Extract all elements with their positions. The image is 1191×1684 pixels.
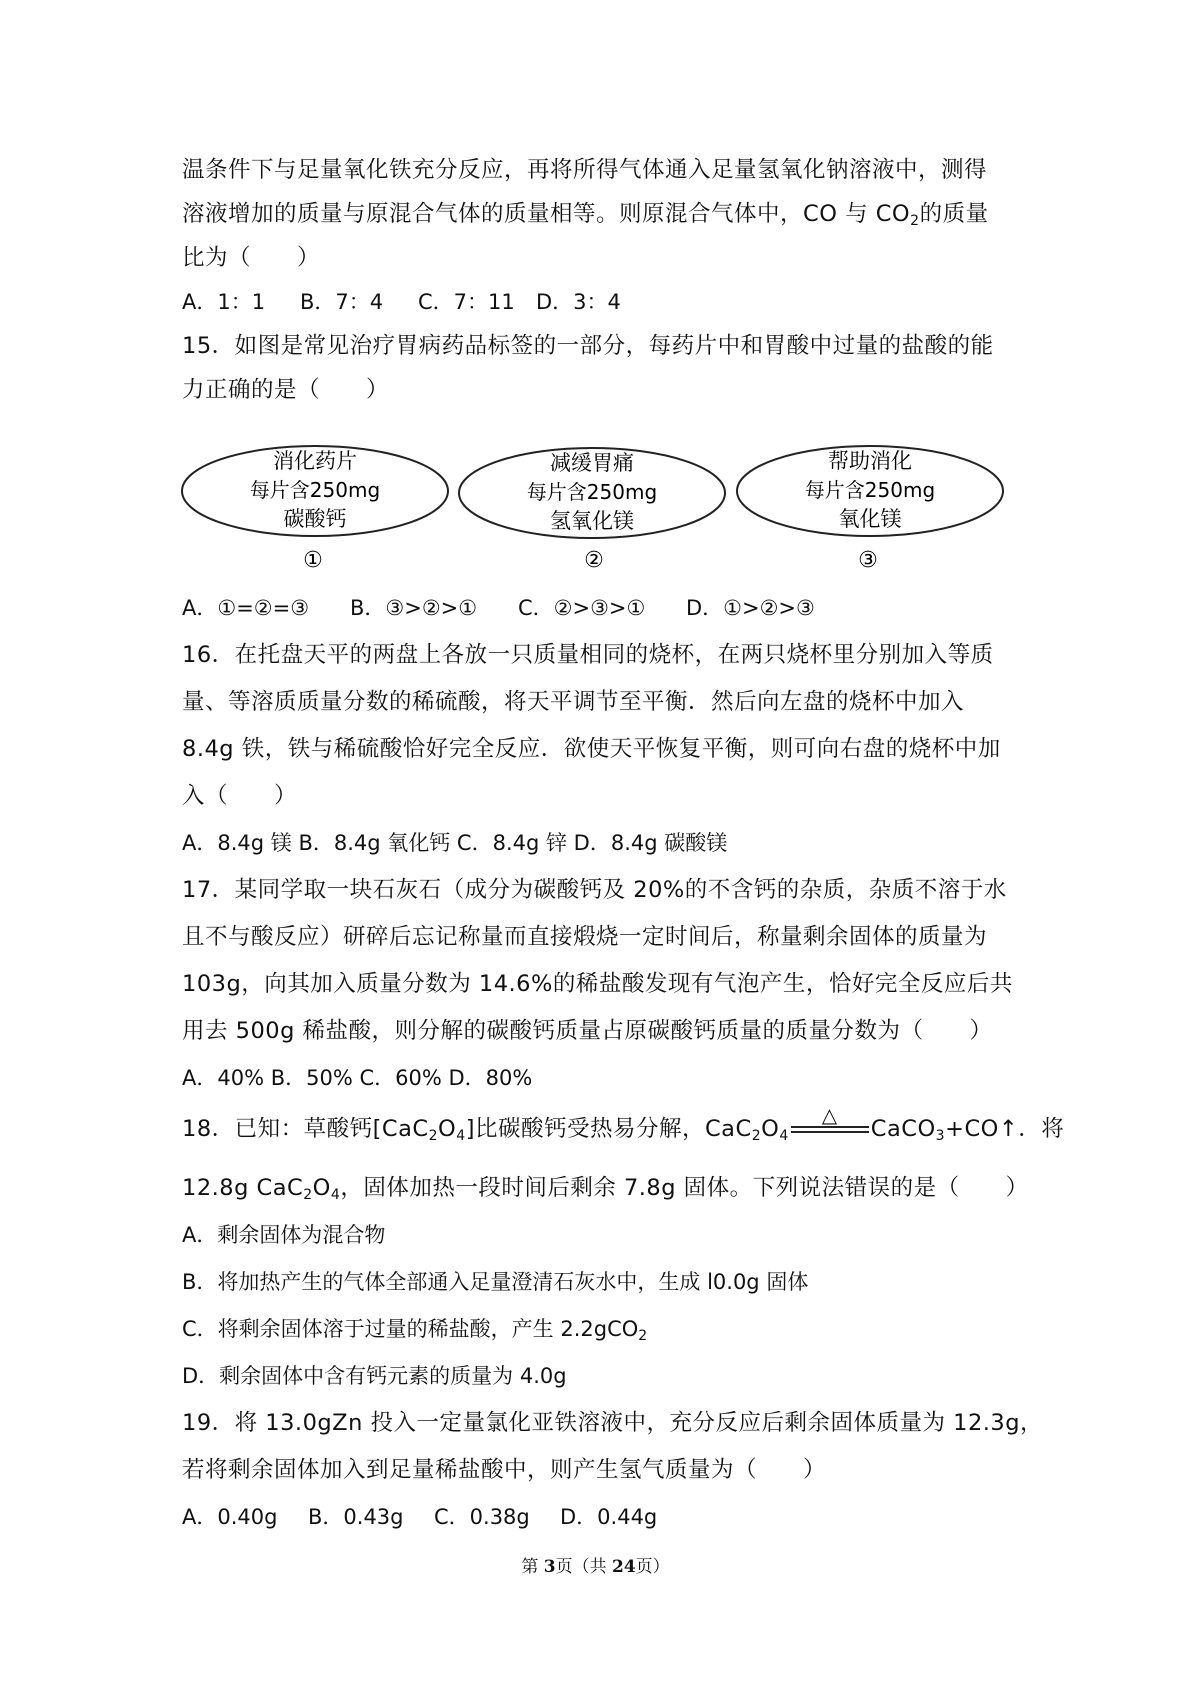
q15-option-c[interactable]: C．②>③>① [518, 596, 646, 620]
q15-options [182, 593, 815, 623]
q17-line1: 17．某同学取一块石灰石（成分为碳酸钙及 20%的不含钙的杂质，杂质不溶于水 [182, 877, 1007, 903]
label-3-dose: 每片含250mg [804, 478, 936, 502]
footer-total-pages: 24 [611, 1557, 636, 1577]
q18-sub-2: 4 [456, 1128, 466, 1144]
equals-line-bottom [791, 1131, 869, 1133]
q18-text-5: CaCO [870, 1116, 936, 1142]
q14-line3: 比为（ ） [182, 245, 321, 271]
q19-option-b[interactable]: B．0.43g [308, 1505, 404, 1529]
q18-sub-1: 2 [428, 1128, 439, 1144]
q16-line4: 入（ ） [182, 783, 298, 809]
q14-option-d[interactable]: D．3：4 [536, 290, 621, 314]
label-3-ingredient: 氧化镁 [838, 507, 902, 531]
label-1-dose: 每片含250mg [249, 478, 381, 502]
q18-line1 [182, 1103, 1065, 1144]
q18-option-a[interactable]: A．剩余固体为混合物 [182, 1223, 386, 1247]
q15-option-d[interactable]: D．①>②>③ [686, 596, 815, 620]
q19-option-c[interactable]: C．0.38g [434, 1505, 530, 1529]
q14-line2-end: 的质量 [919, 201, 989, 227]
footer-middle: 页（共 [555, 1557, 612, 1577]
footer-prefix: 第 [521, 1557, 544, 1577]
label-1-ingredient: 碳酸钙 [283, 507, 347, 531]
q17-line4: 用去 500g 稀盐酸，则分解的碳酸钙质量占原碳酸钙质量的质量分数为（ ） [182, 1018, 993, 1044]
label-1-title: 消化药片 [273, 449, 357, 473]
q19-line1: 19．将 13.0gZn 投入一定量氯化亚铁溶液中，充分反应后剩余固体质量为 12.3g， [182, 1410, 1044, 1436]
label-2-number: ② [584, 548, 604, 573]
q18-line2-text-1: 12.8g CaC [182, 1175, 304, 1201]
page-footer [0, 1552, 1191, 1577]
q17-line2: 且不与酸反应）研碎后忘记称量而直接煅烧一定时间后，称量剩余固体的质量为 [182, 924, 988, 950]
q18-line2 [182, 1173, 1029, 1203]
heat-delta-symbol: △ [821, 1103, 838, 1127]
q14-option-b[interactable]: B．7：4 [300, 290, 384, 314]
q16-options[interactable]: A．8.4g 镁 B．8.4g 氧化钙 C．8.4g 锌 D．8.4g 碳酸镁 [182, 831, 728, 855]
q14-option-c[interactable]: C．7：11 [418, 290, 515, 314]
q17-options[interactable]: A．40% B．50% C．60% D．80% [182, 1066, 533, 1090]
q18-option-b[interactable]: B．将加热产生的气体全部通入足量澄清石灰水中，生成 l0.0g 固体 [182, 1270, 809, 1294]
q18-sub-4: 4 [779, 1128, 789, 1144]
q15-option-a[interactable]: A．①=②=③ [182, 596, 310, 620]
label-3 [737, 446, 1003, 573]
q18-line2-text-2: O [312, 1175, 331, 1201]
q18-sub-5: 3 [935, 1128, 946, 1144]
q14-line2 [182, 199, 989, 229]
label-2 [459, 448, 725, 573]
label-1 [182, 446, 448, 573]
q14-options [182, 287, 621, 317]
q17-line3: 103g，向其加入质量分数为 14.6%的稀盐酸发现有气泡产生，恰好完全反应后共 [182, 971, 1013, 997]
q14-line2-sub: 2 [910, 213, 920, 229]
reaction-arrow [789, 1103, 871, 1144]
footer-page-number: 3 [543, 1557, 556, 1577]
q18-text-2: O [438, 1116, 457, 1142]
label-2-title: 减缓胃痛 [550, 451, 634, 475]
medicine-labels-figure [180, 443, 1010, 583]
q19-line2: 若将剩余固体加入到足量稀盐酸中，则产生氢气质量为（ ） [182, 1457, 827, 1483]
label-2-dose: 每片含250mg [526, 480, 658, 504]
q14-line2-text: 溶液增加的质量与原混合气体的质量相等。则原混合气体中，CO 与 CO [182, 201, 911, 227]
q18-option-c[interactable] [182, 1314, 647, 1344]
q15-option-b[interactable]: B．③>②>① [350, 596, 478, 620]
q19-option-a[interactable]: A．0.40g [182, 1505, 278, 1529]
q15-line2: 力正确的是（ ） [182, 377, 390, 403]
label-3-number: ③ [858, 548, 878, 573]
footer-suffix: 页） [635, 1557, 670, 1577]
q18-text-4: O [761, 1116, 780, 1142]
q18-text-3: ]比碳酸钙受热易分解，CaC [465, 1116, 752, 1142]
q18-line2-text-3: ，固体加热一段时间后剩余 7.8g 固体。下列说法错误的是（ ） [340, 1175, 1029, 1201]
q18-sub-3: 2 [751, 1128, 762, 1144]
q18-option-c-text: C．将剩余固体溶于过量的稀盐酸，产生 2.2gCO [182, 1317, 639, 1341]
q18-option-d[interactable]: D．剩余固体中含有钙元素的质量为 4.0g [182, 1364, 567, 1388]
q18-line2-sub-1: 2 [303, 1187, 313, 1203]
q16-line1: 16．在托盘天平的两盘上各放一只质量相同的烧杯，在两只烧杯里分别加入等质 [182, 642, 994, 668]
q18-option-c-sub: 2 [638, 1328, 648, 1344]
q18-line2-sub-2: 4 [330, 1187, 341, 1203]
q19-options [182, 1502, 657, 1532]
label-3-title: 帮助消化 [828, 449, 912, 473]
q14-option-a[interactable]: A．1：1 [182, 290, 266, 314]
q15-line1: 15．如图是常见治疗胃病药品标签的一部分，每药片中和胃酸中过量的盐酸的能 [182, 333, 994, 359]
q18-text-6: +CO↑．将 [945, 1116, 1065, 1142]
label-2-ingredient: 氢氧化镁 [550, 509, 634, 533]
q16-line3: 8.4g 铁，铁与稀硫酸恰好完全反应．欲使天平恢复平衡，则可向右盘的烧杯中加 [182, 736, 1001, 762]
q19-option-d[interactable]: D．0.44g [560, 1505, 658, 1529]
q18-text-1: 18．已知：草酸钙[CaC [182, 1116, 429, 1142]
label-1-number: ① [303, 548, 323, 573]
equals-line-top [791, 1126, 869, 1128]
q16-line2: 量、等溶质质量分数的稀硫酸，将天平调节至平衡．然后向左盘的烧杯中加入 [182, 689, 965, 715]
q14-line1: 温条件下与足量氧化铁充分反应，再将所得气体通入足量氢氧化钠溶液中，测得 [182, 157, 988, 183]
